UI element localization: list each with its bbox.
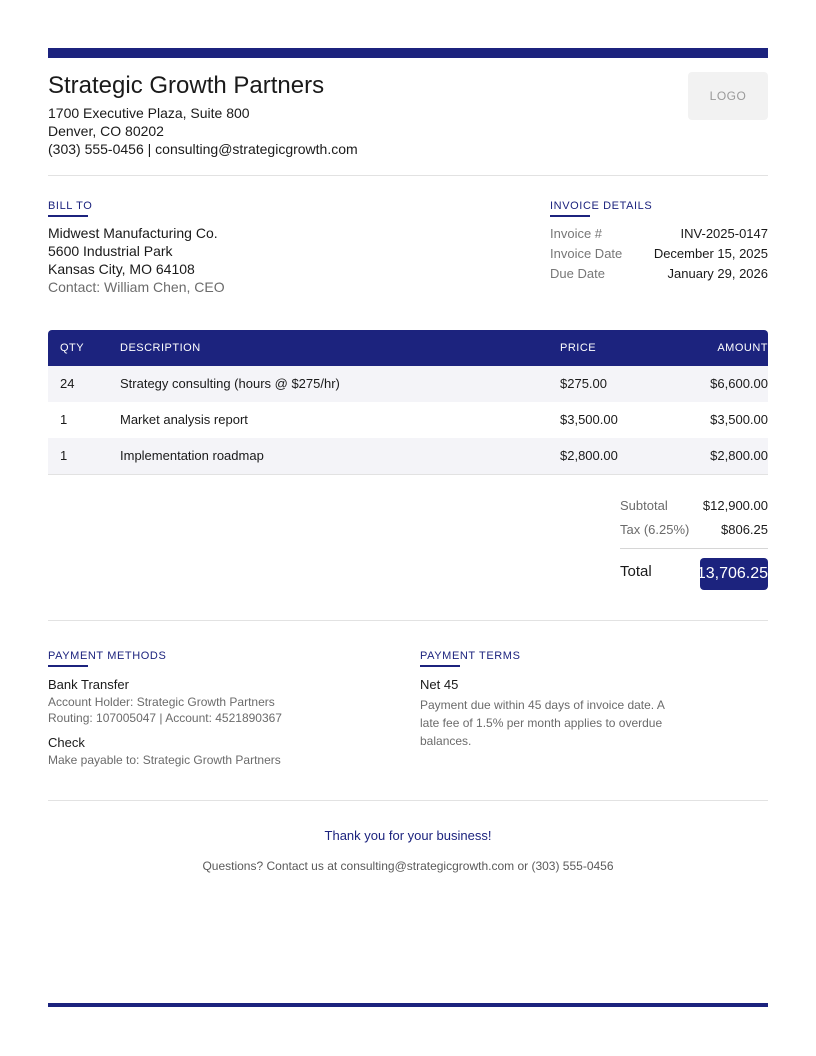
row-price: $275.00 (560, 376, 607, 391)
table-bottom-border (48, 474, 768, 475)
bill-to-label (48, 200, 92, 212)
payment-methods-underline (48, 665, 88, 667)
total-label: Total (620, 563, 652, 580)
header-divider (48, 175, 768, 176)
payment-terms-label-text: PAYMENT TERMS (420, 650, 521, 662)
row-price: $2,800.00 (560, 448, 618, 463)
invoice-number-value: INV-2025-0147 (680, 226, 768, 241)
top-accent-bar (48, 48, 768, 58)
bill-to-address1: 5600 Industrial Park (48, 243, 173, 259)
due-date-label: Due Date (550, 266, 605, 281)
line-items-table (48, 330, 768, 475)
check-title: Check (48, 735, 85, 750)
invoice-date-label: Invoice Date (550, 246, 623, 261)
bottom-accent-bar (48, 1003, 768, 1007)
check-payable-to: Make payable to: Strategic Growth Partners (48, 753, 281, 767)
invoice-details-label-text: INVOICE DETAILS (550, 200, 653, 212)
totals-divider (620, 548, 768, 549)
bank-account-holder: Account Holder: Strategic Growth Partners (48, 695, 275, 709)
subtotal-label: Subtotal (620, 498, 668, 513)
row-amount: $3,500.00 (710, 412, 768, 427)
company-address-line1: 1700 Executive Plaza, Suite 800 (48, 105, 250, 121)
invoice-number-label: Invoice # (550, 226, 603, 241)
due-date-value: January 29, 2026 (667, 266, 768, 281)
header-description: DESCRIPTION (120, 342, 201, 354)
row-qty: 24 (60, 376, 75, 391)
bill-to-address2: Kansas City, MO 64108 (48, 261, 195, 277)
table-row (48, 438, 768, 474)
row-description: Implementation roadmap (120, 448, 264, 463)
row-price: $3,500.00 (560, 412, 618, 427)
bill-to-underline (48, 215, 88, 217)
company-contact: (303) 555-0456 | consulting@strategicgrowth.com (48, 141, 358, 157)
bill-to-label-text: BILL TO (48, 200, 93, 212)
payment-methods-label-text: PAYMENT METHODS (48, 650, 167, 662)
invoice-details-underline (550, 215, 590, 217)
logo-placeholder: LOGO (688, 72, 768, 120)
company-address-line2: Denver, CO 80202 (48, 123, 164, 139)
row-qty: 1 (60, 412, 68, 427)
row-amount: $6,600.00 (710, 376, 768, 391)
table-header (48, 330, 768, 366)
tax-label: Tax (6.25%) (620, 522, 690, 537)
payment-terms-title: Net 45 (420, 677, 459, 692)
total-value: $13,706.25 (687, 565, 768, 582)
table-row (48, 402, 768, 438)
row-description: Strategy consulting (hours @ $275/hr) (120, 376, 340, 391)
company-name: Strategic Growth Partners (48, 72, 325, 99)
bill-to-name: Midwest Manufacturing Co. (48, 225, 218, 241)
bank-transfer-title: Bank Transfer (48, 677, 129, 692)
contact-questions: Questions? Contact us at consulting@strategicgrowth.com or (303) 555-0456 (202, 859, 614, 873)
thank-you-message: Thank you for your business! (324, 828, 492, 843)
payment-terms-text: Payment due within 45 days of invoice date. A late fee of 1.5% per month applies to overdue balances. (420, 698, 665, 748)
row-amount: $2,800.00 (710, 448, 768, 463)
table-row (48, 366, 768, 402)
header-price: PRICE (560, 342, 597, 354)
row-qty: 1 (60, 448, 68, 463)
invoice-details-label (550, 200, 652, 212)
payment-terms-label (420, 650, 521, 662)
subtotal-value: $12,900.00 (702, 498, 768, 513)
payment-divider (48, 620, 768, 621)
footer-divider (48, 800, 768, 801)
tax-value: $806.25 (721, 522, 768, 537)
payment-terms-underline (420, 665, 460, 667)
header-qty: QTY (60, 342, 85, 354)
bank-routing-account: Routing: 107005047 | Account: 4521890367 (48, 711, 282, 725)
total-badge (687, 558, 768, 590)
row-description: Market analysis report (120, 412, 248, 427)
header-amount: AMOUNT (717, 342, 768, 354)
bill-to-contact: Contact: William Chen, CEO (48, 279, 225, 295)
invoice-date-value: December 15, 2025 (653, 246, 768, 261)
payment-methods-label (48, 650, 166, 662)
